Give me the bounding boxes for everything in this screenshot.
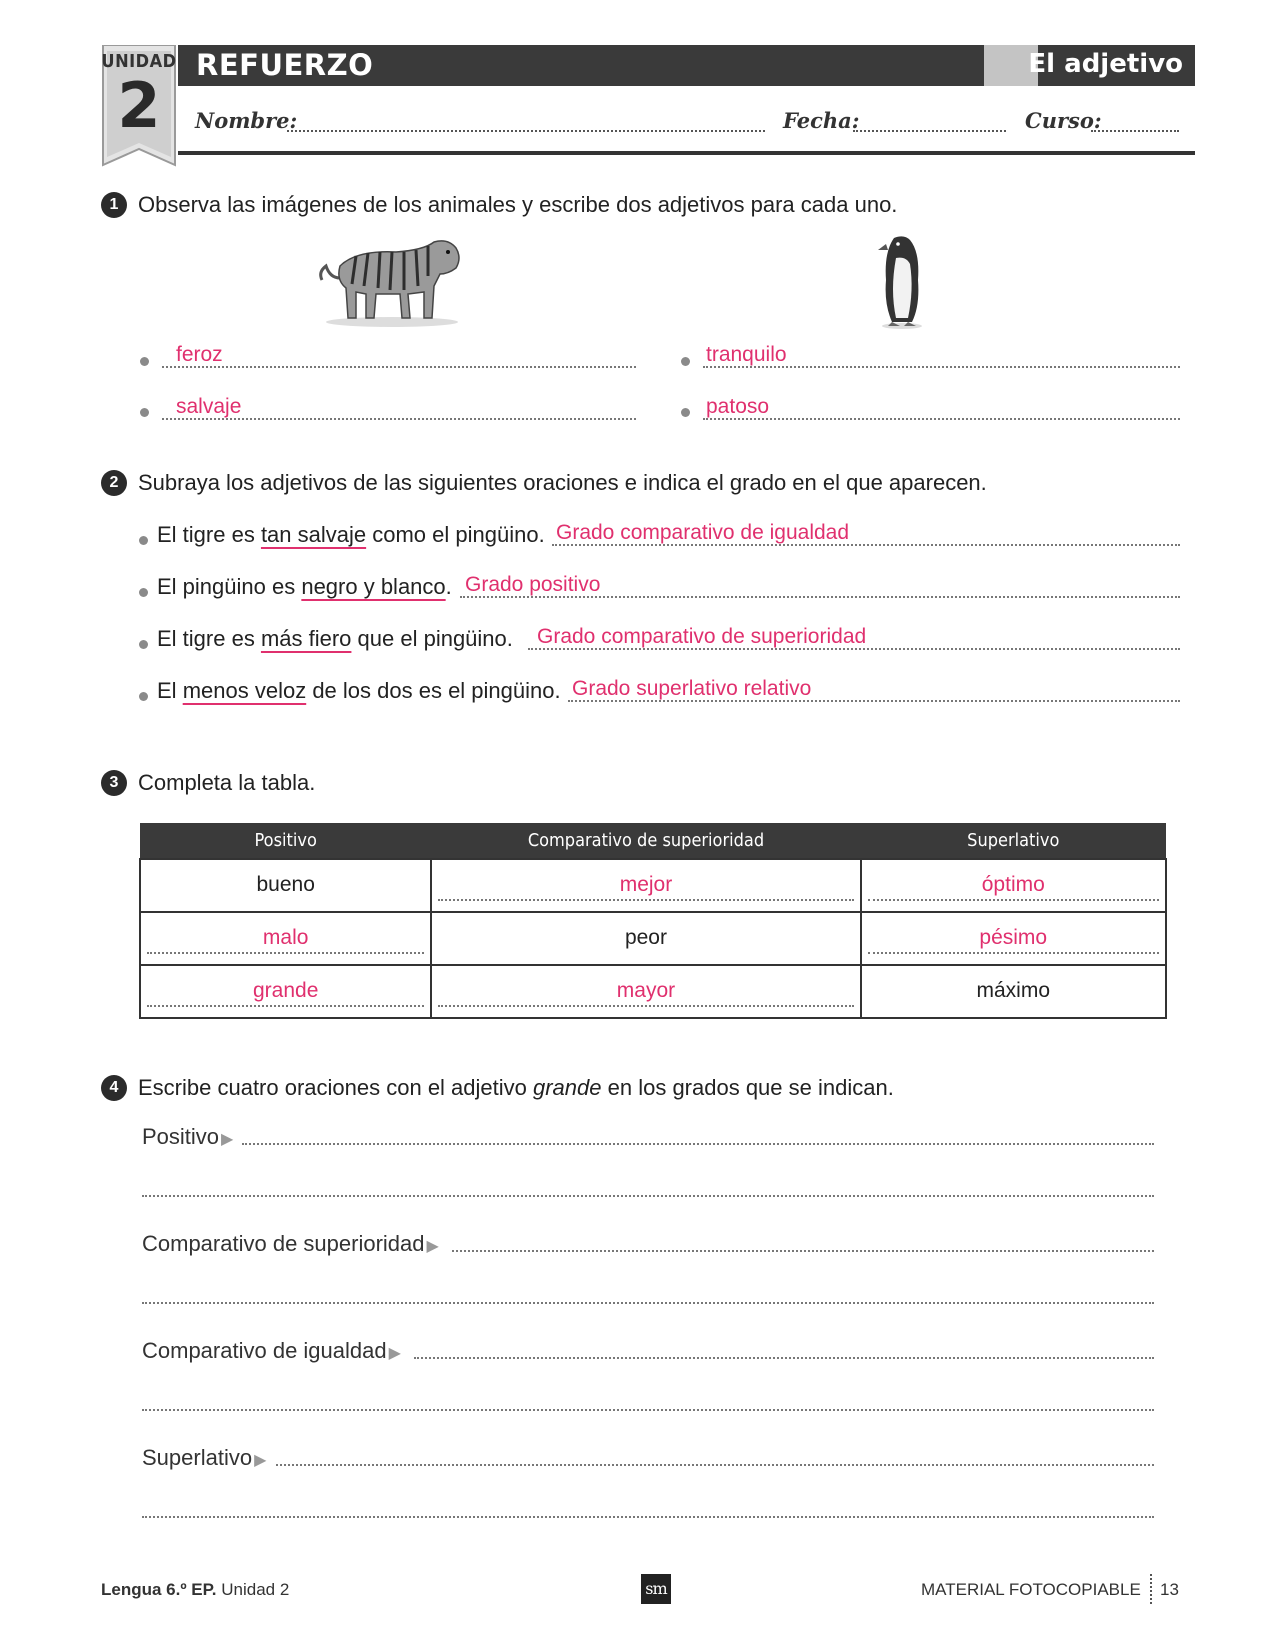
- table-cell[interactable]: [431, 965, 860, 1018]
- table-cell: [861, 965, 1166, 1018]
- bullet: [139, 588, 148, 597]
- sentence-4: El menos veloz de los dos es el pingüino.: [157, 678, 561, 703]
- arrow-right-icon: ▶: [388, 1345, 401, 1362]
- label-comparativo-superioridad: Comparativo de superioridad ▶: [142, 1231, 439, 1256]
- table-row: [140, 912, 1166, 965]
- exercise-2-instruction: Subraya los adjetivos de las siguientes oraciones e indica el grado en el que aparecen.: [138, 470, 987, 495]
- underlined-adjective: negro y blanco: [301, 574, 446, 599]
- superlativo-line-1[interactable]: [276, 1464, 1154, 1466]
- bullet: [140, 408, 149, 417]
- table-row: [140, 965, 1166, 1018]
- publisher-logo: sm: [641, 1574, 671, 1604]
- table-cell: [431, 912, 860, 965]
- sentence-1-answer: Grado comparativo de igualdad: [556, 521, 850, 544]
- fill-field[interactable]: [438, 875, 853, 901]
- label-superlativo: Superlativo ▶: [142, 1445, 267, 1470]
- arrow-right-icon: ▶: [426, 1238, 439, 1255]
- penguin-answer-2-field[interactable]: [703, 392, 1180, 420]
- exercise-3-instruction: Completa la tabla.: [138, 770, 316, 795]
- table-cell[interactable]: [140, 912, 431, 965]
- student-info-row: [195, 108, 1195, 142]
- underlined-adjective: tan salvaje: [260, 522, 367, 547]
- exercise-4-instruction: Escribe cuatro oraciones con el adjetivo grande en los grados que se indican.: [138, 1075, 894, 1100]
- header-divider: [178, 151, 1195, 155]
- tiger-icon: [316, 236, 464, 328]
- fill-field[interactable]: [868, 928, 1159, 954]
- answer-word: malo: [262, 926, 309, 949]
- title-bar: [178, 45, 1195, 86]
- arrow-right-icon: ▶: [221, 1131, 234, 1148]
- bullet: [140, 357, 149, 366]
- adjective-degree-table: [139, 823, 1167, 1019]
- page-number: 13: [1160, 1580, 1179, 1599]
- footer-book-info: Lengua 6.º EP. Unidad 2: [101, 1580, 290, 1599]
- bullet: [139, 640, 148, 649]
- unit-label: UNIDAD: [101, 51, 177, 72]
- bullet: [139, 536, 148, 545]
- arrow-right-icon: ▶: [254, 1452, 267, 1469]
- penguin-answer-1: tranquilo: [706, 343, 787, 366]
- given-word: peor: [624, 926, 667, 949]
- sentence-3: El tigre es más fiero que el pingüino.: [157, 626, 513, 651]
- label-comparativo-igualdad: Comparativo de igualdad ▶: [142, 1338, 401, 1363]
- igualdad-line-2[interactable]: [142, 1409, 1154, 1411]
- emphasized-adjective: grande: [533, 1075, 602, 1100]
- table-cell[interactable]: [140, 965, 431, 1018]
- penguin-answer-2: patoso: [706, 395, 770, 418]
- bullet: [681, 357, 690, 366]
- fill-field[interactable]: [438, 981, 853, 1007]
- tiger-answer-1-field[interactable]: [162, 340, 636, 368]
- sentence-2-answer: Grado positivo: [465, 573, 601, 596]
- table-header-row: [140, 823, 1166, 859]
- superioridad-line-1[interactable]: [452, 1250, 1154, 1252]
- exercise-2-number: 2: [101, 470, 127, 496]
- bullet: [681, 408, 690, 417]
- penguin-icon: [876, 234, 928, 330]
- unit-tab: [101, 45, 177, 173]
- exercise-4-number: 4: [101, 1075, 127, 1101]
- exercise-3-number: 3: [101, 770, 127, 796]
- sentence-4-answer: Grado superlativo relativo: [572, 677, 812, 700]
- sentence-1: El tigre es tan salvaje como el pingüino.: [157, 522, 545, 547]
- positivo-line-2[interactable]: [142, 1195, 1154, 1197]
- label-positivo: Positivo ▶: [142, 1124, 234, 1149]
- answer-word: mayor: [616, 979, 676, 1002]
- name-field[interactable]: [287, 130, 765, 132]
- table-cell[interactable]: [861, 859, 1166, 912]
- fill-field[interactable]: [147, 928, 424, 954]
- underlined-adjective: menos veloz: [182, 678, 307, 703]
- course-label: Curso:: [1025, 108, 1102, 133]
- unit-number: 2: [117, 69, 161, 142]
- course-field[interactable]: [1091, 130, 1179, 132]
- topic-title: El adjetivo: [1028, 49, 1183, 79]
- column-header-comparativo: Comparativo de superioridad: [431, 823, 860, 859]
- table-cell: [140, 859, 431, 912]
- exercise-1-instruction: Observa las imágenes de los animales y escribe dos adjetivos para cada uno.: [138, 192, 898, 217]
- underlined-adjective: más fiero: [260, 626, 352, 651]
- fill-field[interactable]: [868, 875, 1159, 901]
- answer-word: óptimo: [981, 873, 1045, 896]
- positivo-line-1[interactable]: [242, 1143, 1154, 1145]
- answer-word: pésimo: [979, 926, 1048, 949]
- tiger-answer-2: salvaje: [176, 395, 242, 418]
- answer-word: mejor: [619, 873, 673, 896]
- table-cell[interactable]: [861, 912, 1166, 965]
- sentence-3-answer: Grado comparativo de superioridad: [537, 625, 867, 648]
- given-word: bueno: [256, 873, 315, 896]
- table-cell[interactable]: [431, 859, 860, 912]
- exercise-1-number: 1: [101, 192, 127, 218]
- page-title: REFUERZO: [196, 48, 374, 82]
- column-header-superlativo: Superlativo: [861, 823, 1166, 859]
- given-word: máximo: [976, 979, 1051, 1002]
- superlativo-line-2[interactable]: [142, 1516, 1154, 1518]
- column-header-positivo: Positivo: [140, 823, 431, 859]
- footer-separator: [1150, 1574, 1152, 1604]
- name-label: Nombre:: [195, 108, 298, 133]
- tiger-answer-1: feroz: [176, 343, 223, 366]
- answer-word: grande: [253, 979, 319, 1002]
- superioridad-line-2[interactable]: [142, 1302, 1154, 1304]
- table-row: [140, 859, 1166, 912]
- date-field[interactable]: [853, 130, 1006, 132]
- footer-material-label: MATERIAL FOTOCOPIABLE: [921, 1580, 1141, 1599]
- fill-field[interactable]: [147, 981, 424, 1007]
- bullet: [139, 692, 148, 701]
- date-label: Fecha:: [783, 108, 860, 133]
- sentence-2: El pingüino es negro y blanco.: [157, 574, 452, 599]
- igualdad-line-1[interactable]: [414, 1357, 1154, 1359]
